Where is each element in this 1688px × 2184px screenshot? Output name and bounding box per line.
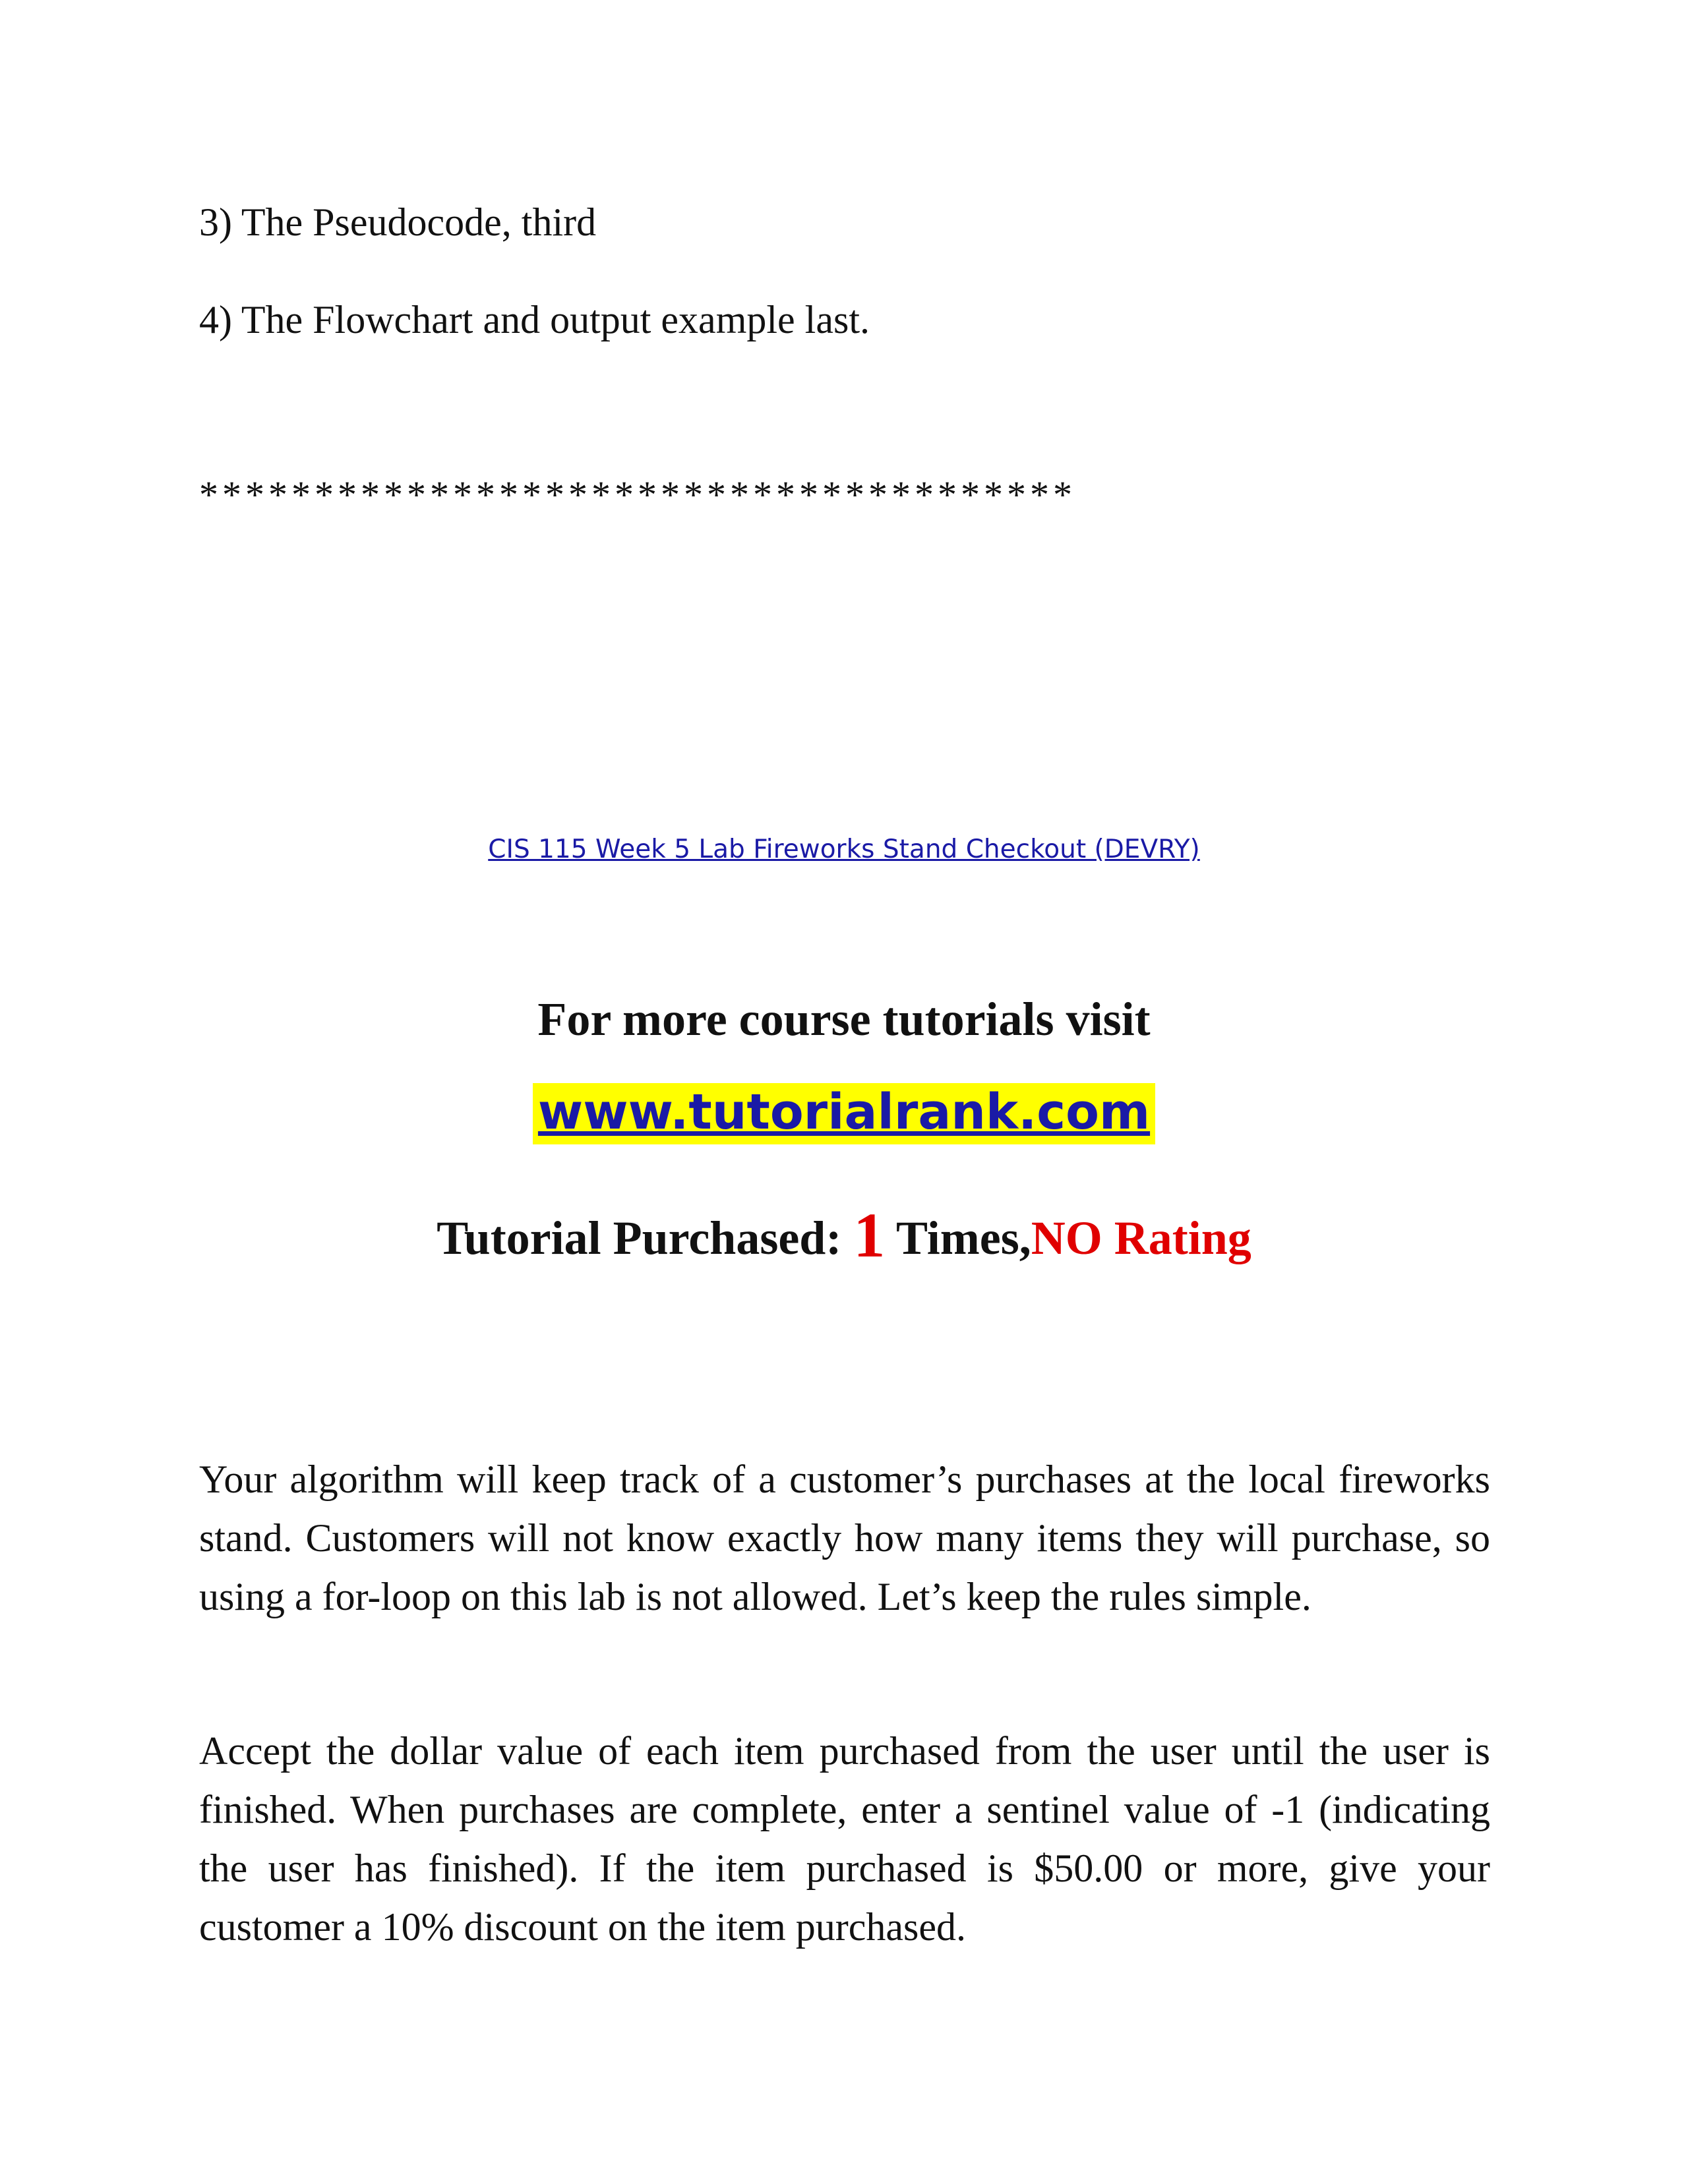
times-label: Times,: [896, 1212, 1031, 1264]
tutorialrank-site-link[interactable]: www.tutorialrank.com: [533, 1083, 1155, 1144]
promo-site-wrapper: [0, 1083, 1688, 1144]
purchased-count: 1: [853, 1200, 886, 1270]
list-item-flowchart: 4) The Flowchart and output example last.: [199, 298, 870, 341]
description-paragraph-2: Accept the dollar value of each item purchased from the user until the user is finished. When purchases are complete, enter a sentinel value of -1 (indicating the user has finished). If the item purchased is $50.00 or more, give your customer a 10% discount on the item purchased.: [199, 1729, 1490, 1949]
list-item-pseudocode: 3) The Pseudocode, third: [199, 200, 597, 244]
separator-line: **************************************: [199, 473, 1076, 516]
promo-heading: For more course tutorials visit: [537, 993, 1151, 1046]
description-paragraph-1: Your algorithm will keep track of a customer’s purchases at the local fireworks stand. Customers will not know exactly how many items they will purchase, so using a for-loop on this lab is not allowed. Let’s keep the rules simple.: [199, 1458, 1490, 1618]
purchased-label: Tutorial Purchased:: [437, 1212, 842, 1264]
course-title-link[interactable]: CIS 115 Week 5 Lab Fireworks Stand Checkout (DEVRY): [488, 835, 1200, 864]
rating-label: NO Rating: [1031, 1212, 1251, 1264]
purchase-stats: [0, 1198, 1688, 1272]
